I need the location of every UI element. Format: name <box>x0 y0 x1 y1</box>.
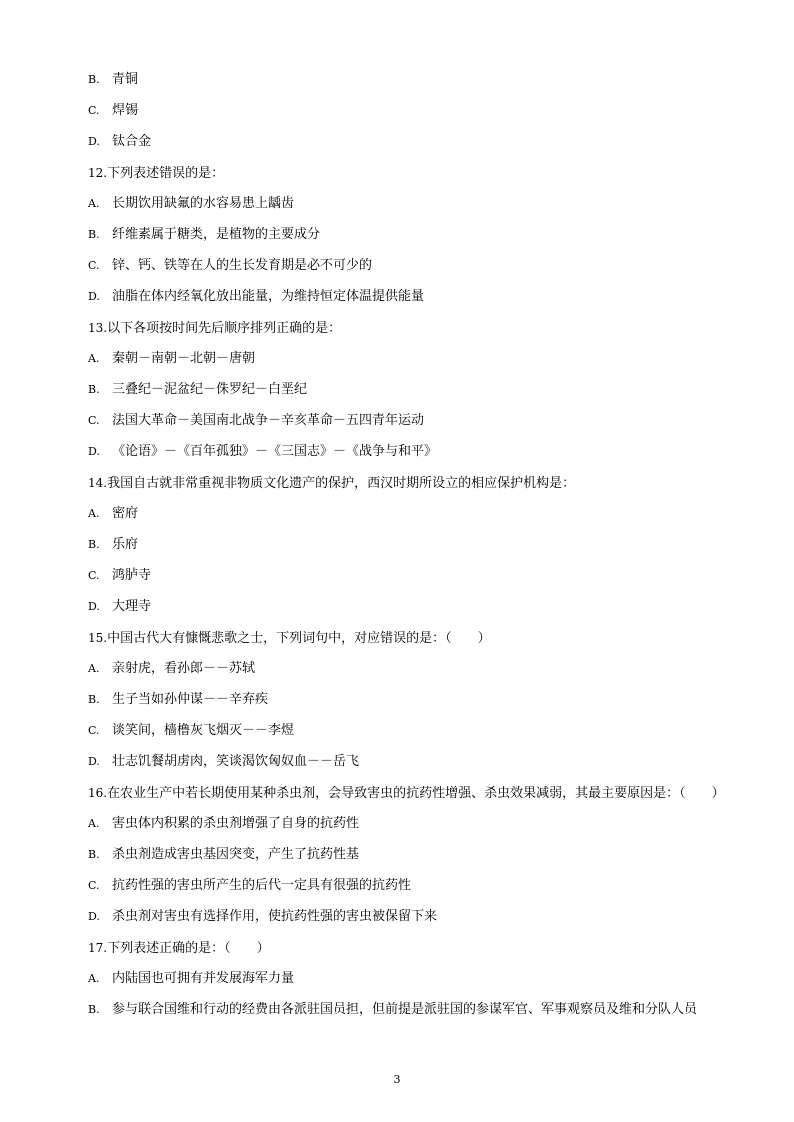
answer-option <box>88 101 748 132</box>
option-text: 谈笑间，樯橹灰飞烟灭－－李煜 <box>112 723 295 738</box>
option-letter: B. <box>88 848 100 861</box>
option-letter: A. <box>88 507 100 520</box>
option-letter: A. <box>88 352 100 365</box>
question-number: 15. <box>88 631 108 645</box>
option-text: 害虫体内积累的杀虫剂增强了自身的抗药性 <box>112 816 360 831</box>
option-letter: B. <box>88 693 100 706</box>
option-letter: C. <box>88 879 100 892</box>
option-text: 大理寺 <box>112 599 152 614</box>
option-letter: D. <box>88 600 100 613</box>
question-number: 14. <box>88 476 108 490</box>
option-text: 生子当如孙仲谋－－辛弃疾 <box>112 692 269 707</box>
answer-option <box>88 442 748 473</box>
question-number: 13. <box>88 321 108 335</box>
question-text: 在农业生产中若长期使用某种杀虫剂，会导致害虫的抗药性增强、杀虫效果减弱，其最主要原因是：（ ） <box>107 786 725 801</box>
option-text: 青铜 <box>112 72 139 87</box>
option-letter: B. <box>88 1003 100 1016</box>
option-letter: B. <box>88 228 100 241</box>
option-text: 长期饮用缺氟的水容易患上龋齿 <box>112 196 295 211</box>
question-stem <box>88 318 748 349</box>
answer-option <box>88 132 748 163</box>
option-text: 杀虫剂造成害虫基因突变，产生了抗药性基 <box>112 847 360 862</box>
answer-option <box>88 349 748 380</box>
option-letter: A. <box>88 662 100 675</box>
option-text: 秦朝－南朝－北朝－唐朝 <box>112 351 256 366</box>
question-stem <box>88 938 748 969</box>
option-letter: A. <box>88 817 100 830</box>
option-text: 鸿胪寺 <box>112 568 152 583</box>
option-text: 法国大革命－美国南北战争－辛亥革命－五四青年运动 <box>112 413 425 428</box>
option-text: 内陆国也可拥有并发展海军力量 <box>112 971 295 986</box>
question-stem <box>88 163 748 194</box>
option-text: 参与联合国维和行动的经费由各派驻国员担，但前提是派驻国的参谋军官、军事观察员及维和分队人员 <box>112 1002 698 1017</box>
option-letter: D. <box>88 910 100 923</box>
option-letter: D. <box>88 755 100 768</box>
answer-option <box>88 287 748 318</box>
question-text: 下列表述正确的是：（ ） <box>107 941 270 956</box>
answer-option <box>88 721 748 752</box>
option-text: 锌、钙、铁等在人的生长发育期是必不可少的 <box>112 258 373 273</box>
option-letter: B. <box>88 538 100 551</box>
option-text: 油脂在体内经氧化放出能量，为维持恒定体温提供能量 <box>112 289 425 304</box>
question-number: 16. <box>88 786 108 800</box>
question-text: 我国自古就非常重视非物质文化遗产的保护，西汉时期所设立的相应保护机构是： <box>107 476 576 491</box>
option-text: 《论语》－《百年孤独》－《三国志》－《战争与和平》 <box>112 444 438 459</box>
answer-option <box>88 845 748 876</box>
question-number: 12. <box>88 166 108 180</box>
question-number: 17. <box>88 941 108 955</box>
option-letter: B. <box>88 73 100 86</box>
document-body <box>88 70 748 1031</box>
answer-option <box>88 907 748 938</box>
answer-option <box>88 194 748 225</box>
answer-option <box>88 752 748 783</box>
option-text: 三叠纪－泥盆纪－侏罗纪－白垩纪 <box>112 382 308 397</box>
answer-option <box>88 690 748 721</box>
option-letter: C. <box>88 724 100 737</box>
answer-option <box>88 969 748 1000</box>
option-text: 纤维素属于糖类，是植物的主要成分 <box>112 227 321 242</box>
option-text: 钛合金 <box>112 134 152 149</box>
question-text: 中国古代大有慷慨悲歌之士，下列词句中，对应错误的是：（ ） <box>107 631 491 646</box>
answer-option <box>88 225 748 256</box>
question-stem <box>88 473 748 504</box>
option-letter: B. <box>88 383 100 396</box>
answer-option <box>88 1000 748 1031</box>
option-letter: C. <box>88 414 100 427</box>
answer-option <box>88 70 748 101</box>
option-letter: C. <box>88 104 100 117</box>
question-text: 以下各项按时间先后顺序排列正确的是： <box>107 321 342 336</box>
option-letter: D. <box>88 445 100 458</box>
answer-option <box>88 535 748 566</box>
answer-option <box>88 380 748 411</box>
option-text: 抗药性强的害虫所产生的后代一定具有很强的抗药性 <box>112 878 412 893</box>
option-text: 壮志饥餐胡虏肉，笑谈渴饮匈奴血－－岳飞 <box>112 754 360 769</box>
answer-option <box>88 504 748 535</box>
question-stem <box>88 628 748 659</box>
option-letter: C. <box>88 259 100 272</box>
option-letter: C. <box>88 569 100 582</box>
page-number: 3 <box>393 1073 401 1086</box>
question-stem <box>88 783 748 814</box>
answer-option <box>88 411 748 442</box>
option-text: 焊锡 <box>112 103 139 118</box>
option-text: 杀虫剂对害虫有选择作用，使抗药性强的害虫被保留下来 <box>112 909 438 924</box>
answer-option <box>88 256 748 287</box>
option-letter: D. <box>88 290 100 303</box>
question-text: 下列表述错误的是： <box>107 166 225 181</box>
option-letter: A. <box>88 972 100 985</box>
option-text: 乐府 <box>112 537 139 552</box>
option-text: 亲射虎，看孙郎－－苏轼 <box>112 661 256 676</box>
answer-option <box>88 597 748 628</box>
answer-option <box>88 566 748 597</box>
answer-option <box>88 876 748 907</box>
answer-option <box>88 814 748 845</box>
option-letter: A. <box>88 197 100 210</box>
option-letter: D. <box>88 135 100 148</box>
answer-option <box>88 659 748 690</box>
option-text: 密府 <box>112 506 139 521</box>
